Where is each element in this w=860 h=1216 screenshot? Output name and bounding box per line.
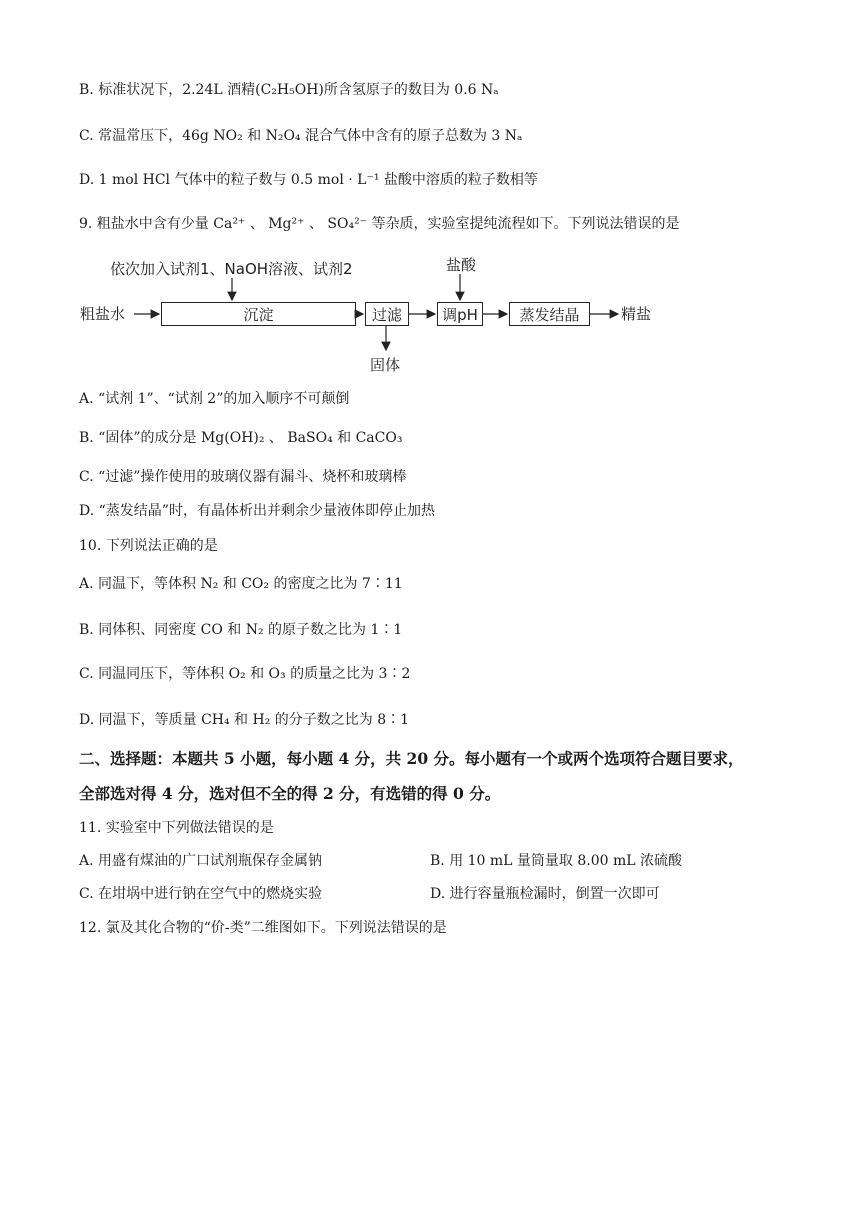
- q9-option-a: A. “试剂 1”、“试剂 2”的加入顺序不可颠倒: [79, 391, 350, 407]
- q11-option-d: D. 进行容量瓶检漏时，倒置一次即可: [430, 886, 660, 902]
- flow-solid-label: 固体: [370, 356, 401, 374]
- section2-heading-line1: 二、选择题：本题共 5 小题，每小题 4 分，共 20 分。每小题有一个或两个选项符合题目要求，: [79, 749, 744, 768]
- q9-stem: 9. 粗盐水中含有少量 Ca²⁺ 、 Mg²⁺ 、 SO₄²⁻ 等杂质，实验室提纯流程如下。下列说法错误的是: [79, 216, 680, 232]
- q9-option-d: D. “蒸发结晶”时，有晶体析出并剩余少量液体即停止加热: [79, 503, 435, 519]
- q10-option-b: B. 同体积、同密度 CO 和 N₂ 的原子数之比为 1∶1: [79, 622, 403, 638]
- q11-option-a: A. 用盛有煤油的广口试剂瓶保存金属钠: [79, 853, 323, 869]
- q12-stem: 12. 氯及其化合物的“价-类”二维图如下。下列说法错误的是: [79, 920, 447, 936]
- q8-option-d: D. 1 mol HCl 气体中的粒子数与 0.5 mol · L⁻¹ 盐酸中溶质的粒子数相等: [79, 172, 538, 188]
- flow-box-precipitate: 沉淀: [161, 302, 356, 326]
- q9-option-c: C. “过滤”操作使用的玻璃仪器有漏斗、烧杯和玻璃棒: [79, 469, 407, 485]
- q9-option-b: B. “固体”的成分是 Mg(OH)₂ 、 BaSO₄ 和 CaCO₃: [79, 430, 403, 446]
- flow-box-ph: 调pH: [437, 302, 483, 326]
- flow-box-filter: 过滤: [365, 302, 409, 326]
- q10-option-a: A. 同温下，等体积 N₂ 和 CO₂ 的密度之比为 7∶11: [79, 576, 403, 592]
- q11-option-b: B. 用 10 mL 量筒量取 8.00 mL 浓硫酸: [430, 853, 683, 869]
- q10-option-c: C. 同温同压下，等体积 O₂ 和 O₃ 的质量之比为 3∶2: [79, 666, 411, 682]
- flow-reagents-label: 依次加入试剂1、NaOH溶液、试剂2: [110, 260, 353, 278]
- flow-arrows: [0, 0, 860, 400]
- q11-stem: 11. 实验室中下列做法错误的是: [79, 820, 274, 836]
- flow-end-label: 精盐: [621, 305, 652, 323]
- flow-box-evaporate: 蒸发结晶: [509, 302, 590, 326]
- q11-option-c: C. 在坩埚中进行钠在空气中的燃烧实验: [79, 886, 323, 902]
- section2-heading-line2: 全部选对得 4 分，选对但不全的得 2 分，有选错的得 0 分。: [79, 784, 501, 803]
- q10-stem: 10. 下列说法正确的是: [79, 538, 218, 554]
- flow-acid-label: 盐酸: [446, 256, 477, 274]
- flow-start-label: 粗盐水: [80, 305, 126, 323]
- q8-option-b: B. 标准状况下，2.24L 酒精(C₂H₅OH)所含氢原子的数目为 0.6 Nₐ: [79, 82, 499, 98]
- q8-option-c: C. 常温常压下，46g NO₂ 和 N₂O₄ 混合气体中含有的原子总数为 3 Nₐ: [79, 128, 523, 144]
- q10-option-d: D. 同温下，等质量 CH₄ 和 H₂ 的分子数之比为 8∶1: [79, 712, 410, 728]
